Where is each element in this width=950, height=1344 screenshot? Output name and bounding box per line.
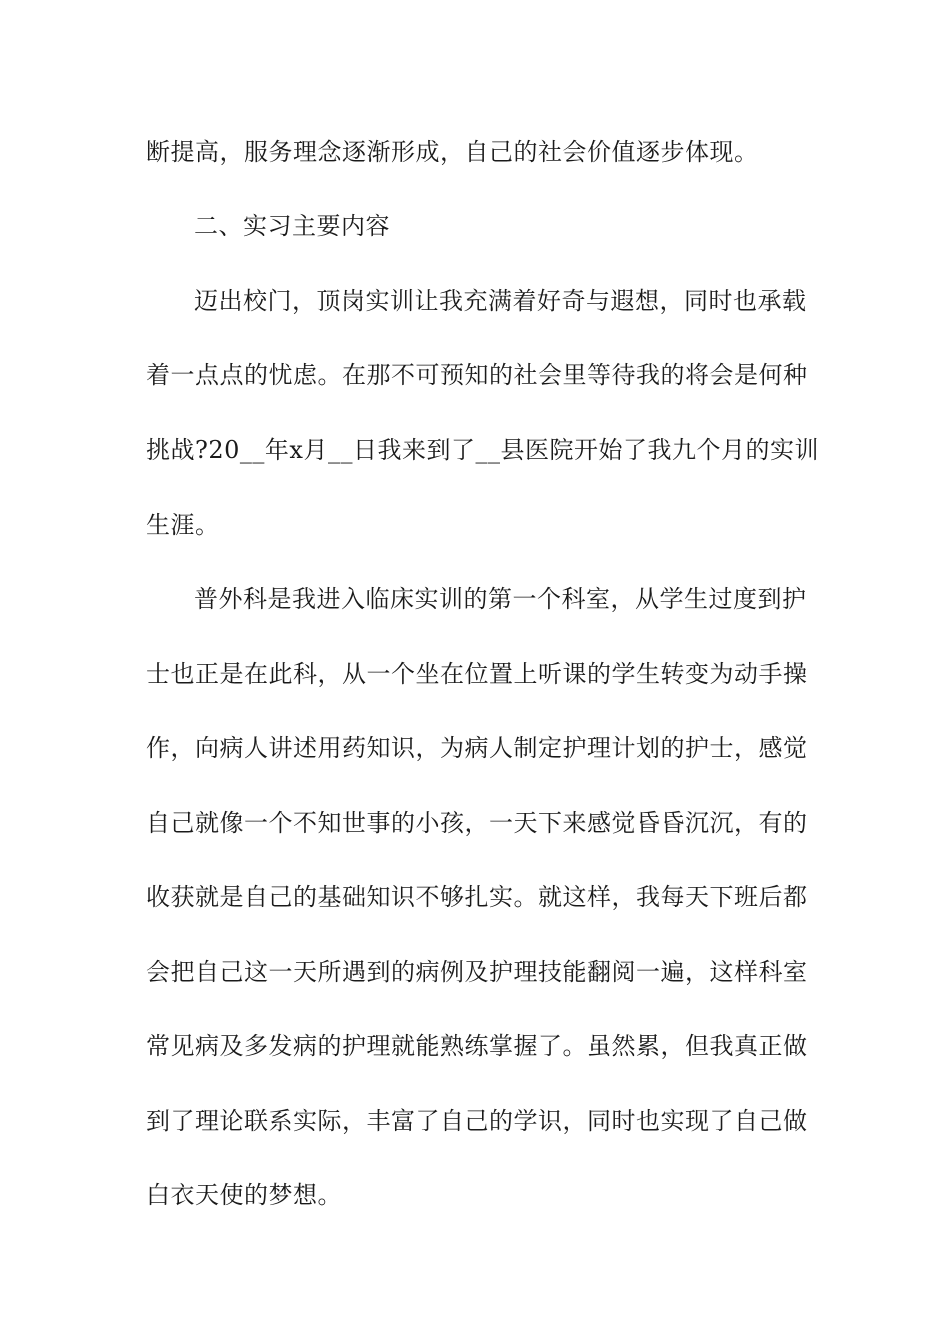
paragraph-line: 挑战?20__年x月__日我来到了__县医院开始了我九个月的实训: [146, 436, 819, 464]
paragraph-line: 白衣天使的梦想。: [146, 1181, 342, 1209]
paragraph-line: 会把自己这一天所遇到的病例及护理技能翻阅一遍，这样科室: [146, 958, 808, 986]
paragraph-line: 士也正是在此科，从一个坐在位置上听课的学生转变为动手操: [146, 660, 808, 688]
paragraph-line: 作，向病人讲述用药知识，为病人制定护理计划的护士，感觉: [146, 734, 808, 762]
paragraph-line: 自己就像一个不知世事的小孩，一天下来感觉昏昏沉沉，有的: [146, 809, 808, 837]
paragraph-line: 收获就是自己的基础知识不够扎实。就这样，我每天下班后都: [146, 883, 808, 911]
paragraph-line: 迈出校门，顶岗实训让我充满着好奇与遐想，同时也承载: [194, 287, 807, 315]
paragraph-line: 生涯。: [146, 511, 220, 539]
paragraph-line: 常见病及多发病的护理就能熟练掌握了。虽然累，但我真正做: [146, 1032, 808, 1060]
section-heading: 二、实习主要内容: [194, 212, 390, 240]
paragraph-line: 断提高，服务理念逐渐形成，自己的社会价值逐步体现。: [146, 138, 759, 166]
paragraph-line: 到了理论联系实际，丰富了自己的学识，同时也实现了自己做: [146, 1107, 808, 1135]
paragraph-line: 普外科是我进入临床实训的第一个科室，从学生过度到护: [194, 585, 807, 613]
paragraph-line: 着一点点的忧虑。在那不可预知的社会里等待我的将会是何种: [146, 361, 808, 389]
